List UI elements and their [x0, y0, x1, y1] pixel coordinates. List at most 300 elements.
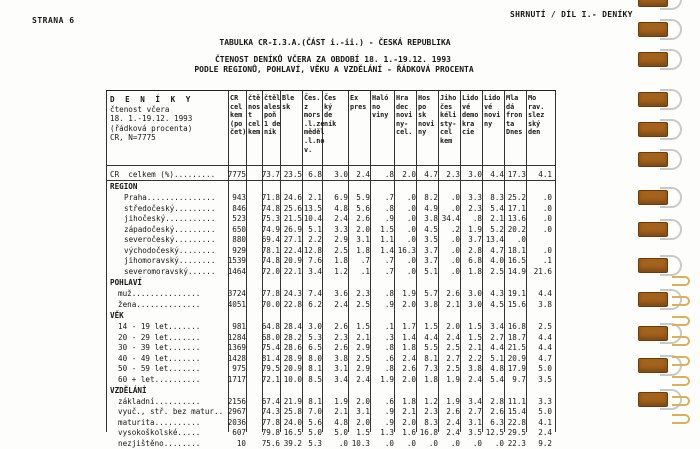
table-row — [106, 321, 556, 332]
table-cell: 6.2 — [308, 299, 322, 309]
table-cell: .6 — [384, 353, 394, 363]
table-cell: .0 — [450, 266, 460, 276]
table-cell: 24.3 — [283, 289, 302, 298]
table-cell: .0 — [450, 245, 460, 255]
table-cell: 4.9 — [424, 203, 438, 213]
table-row — [106, 299, 556, 310]
table-cell: 17.3 — [507, 170, 526, 179]
table-cell: 1.7 — [402, 322, 416, 331]
table-cell: 1.8 — [356, 245, 370, 255]
table-cell: 20.9 — [507, 353, 526, 363]
table-cell: 10.0 — [283, 374, 302, 384]
table-cell: 3.0 — [334, 170, 348, 179]
table-cell: 8.5 — [308, 374, 322, 384]
table-cell: 1.6 — [402, 428, 416, 437]
stub-header-line: 18. 1.-19.12. 1993 — [110, 114, 193, 124]
table-cell: 2.4 — [334, 214, 348, 223]
table-cell: 1.8 — [334, 256, 348, 265]
table-cell: 3724 — [227, 289, 246, 298]
table-row — [106, 438, 556, 449]
column-header: Jiho čes kéli sty- cel kem — [440, 94, 457, 145]
table-row — [106, 266, 556, 277]
table-cell: 1.5 — [356, 428, 370, 437]
table-cell: 2.9 — [334, 235, 348, 244]
table-cell: 3.7 — [424, 256, 438, 265]
column-header: čtě nos t cel kem — [248, 94, 261, 137]
column-header: Lido vé novi ny — [484, 94, 501, 128]
table-cell: 2.4 — [402, 353, 416, 363]
table-row — [106, 406, 556, 417]
table-cell: 4.5 — [490, 299, 504, 309]
table-cell: 2.1 — [356, 332, 370, 342]
table-cell: 5.1 — [308, 224, 322, 234]
table-cell: 2967 — [227, 407, 246, 416]
table-cell: .0 — [406, 256, 416, 265]
row-label: 20 - 29 let....... — [118, 332, 201, 342]
table-cell: .0 — [406, 224, 416, 234]
row-label: CR celkem (%)......... — [110, 170, 216, 179]
row-label: muž............... — [118, 289, 201, 298]
section-heading-row — [106, 310, 556, 321]
table-row — [106, 374, 556, 385]
table-cell: .7 — [360, 256, 370, 265]
table-cell: .9 — [384, 417, 394, 427]
binding-coil — [672, 376, 690, 386]
table-cell: 1.5 — [356, 322, 370, 331]
table-cell: 16.5 — [507, 256, 526, 265]
table-cell: 75.3 — [261, 214, 280, 223]
table-cell: 1428 — [227, 353, 246, 363]
binding-ring — [638, 258, 686, 273]
table-cell: 3.8 — [424, 214, 438, 223]
table-cell: 975 — [232, 364, 246, 373]
table-cell: 4.4 — [538, 289, 552, 298]
table-cell: 2.6 — [334, 343, 348, 352]
table-cell: 1.9 — [468, 224, 482, 234]
table-cell: 2.5 — [538, 322, 552, 331]
table-cell: 28.4 — [283, 322, 302, 331]
table-cell: .0 — [450, 256, 460, 265]
table-subtitle-period: ČTENOST DENÍKŮ VČERA ZA OBDOBÍ 18. 1.-19.12. 1993 — [214, 55, 451, 64]
column-header: Lido vé demo kra cie — [462, 94, 479, 137]
table-cell: 2.7 — [468, 407, 482, 416]
row-label: vysokoškolské..... — [118, 428, 201, 437]
table-cell: 6.3 — [490, 417, 504, 427]
row-label: jihočeský........... — [124, 214, 216, 223]
table-cell: 4.0 — [490, 256, 504, 265]
table-cell: 22.8 — [507, 417, 526, 427]
table-cell: 16.5 — [283, 428, 302, 437]
table-cell: 2.7 — [446, 353, 460, 363]
table-row — [106, 224, 556, 235]
table-row — [106, 342, 556, 353]
table-cell: .0 — [406, 235, 416, 244]
table-cell: 74.8 — [261, 203, 280, 213]
table-cell: 2.9 — [356, 343, 370, 352]
table-cell: 2156 — [227, 396, 246, 406]
table-row — [106, 288, 556, 299]
table-cell: 79.5 — [261, 364, 280, 373]
table-cell: 2.2 — [468, 353, 482, 363]
table-cell: 3.5 — [424, 235, 438, 244]
table-cell: 2036 — [227, 417, 246, 427]
binding-wire — [660, 187, 682, 208]
table-cell: 5.3 — [308, 438, 322, 448]
binding-coil — [672, 356, 690, 366]
table-cell: 2.0 — [402, 299, 416, 309]
binding-wire — [660, 119, 682, 140]
table-cell: 2.1 — [308, 193, 322, 202]
table-cell: 7.4 — [308, 289, 322, 298]
table-cell: .8 — [384, 203, 394, 213]
table-cell: 2.9 — [356, 364, 370, 373]
table-cell: .1 — [384, 322, 394, 331]
table-cell: .0 — [384, 438, 394, 448]
table-cell: 3.7 — [468, 235, 482, 244]
table-cell: 2.4 — [468, 374, 482, 384]
row-label: POHLAVÍ — [110, 278, 143, 287]
table-cell: 14.9 — [507, 266, 526, 276]
table-cell: 5.1 — [490, 353, 504, 363]
table-cell: 27.1 — [283, 235, 302, 244]
table-cell: 1.4 — [402, 332, 416, 342]
table-cell: 5.0 — [538, 364, 552, 373]
table-cell: 78.1 — [261, 245, 280, 255]
table-row — [106, 169, 556, 180]
table-cell: .0 — [450, 203, 460, 213]
table-cell: 4.8 — [334, 417, 348, 427]
column-header: Ex pres — [350, 94, 367, 111]
table-cell: 6.9 — [334, 193, 348, 202]
table-cell: 929 — [232, 245, 246, 255]
section-heading-row — [106, 181, 556, 192]
table-cell: 74.9 — [261, 224, 280, 234]
table-cell: .0 — [450, 193, 460, 202]
table-cell: 2.4 — [334, 299, 348, 309]
table-cell: 5.3 — [308, 332, 322, 342]
table-cell: 72.1 — [261, 374, 280, 384]
table-cell: 71.8 — [261, 193, 280, 202]
table-cell: 24.6 — [283, 193, 302, 202]
table-cell: 68.0 — [261, 332, 280, 342]
table-cell: 20.9 — [283, 364, 302, 373]
table-cell: 1.8 — [424, 374, 438, 384]
table-cell: .7 — [384, 266, 394, 276]
table-cell: 77.8 — [261, 289, 280, 298]
table-cell: .8 — [384, 364, 394, 373]
table-row — [106, 213, 556, 224]
table-cell: .9 — [384, 214, 394, 223]
table-cell: 25.2 — [507, 193, 526, 202]
table-cell: .8 — [472, 214, 482, 223]
column-header: Čes ký de ník — [324, 94, 337, 128]
table-cell: 1.5 — [468, 332, 482, 342]
table-cell: 17.1 — [507, 203, 526, 213]
table-cell: 1369 — [227, 343, 246, 352]
stub-header-line: (řádková procenta) — [110, 123, 193, 133]
table-cell: 1.1 — [380, 235, 394, 244]
table-cell: 1.9 — [334, 396, 348, 406]
table-cell: 4.4 — [538, 332, 552, 342]
table-cell: 25.6 — [283, 203, 302, 213]
table-cell: 5.6 — [308, 417, 322, 427]
table-cell: .0 — [542, 224, 552, 234]
table-cell: 8.1 — [308, 364, 322, 373]
table-cell: .0 — [406, 266, 416, 276]
table-cell: 1.9 — [446, 374, 460, 384]
table-cell: .6 — [384, 396, 394, 406]
table-cell: 2.1 — [446, 299, 460, 309]
table-cell: 74.3 — [261, 407, 280, 416]
table-cell: 3.1 — [334, 364, 348, 373]
table-cell: 23.5 — [283, 170, 302, 179]
table-cell: 15.6 — [507, 299, 526, 309]
table-cell: 1.5 — [380, 224, 394, 234]
table-cell: 607 — [232, 428, 246, 437]
table-cell: 1.8 — [468, 266, 482, 276]
row-label: Praha............... — [124, 193, 216, 202]
table-cell: 13.5 — [303, 203, 322, 213]
binding-wire — [660, 49, 682, 70]
table-cell: .0 — [450, 235, 460, 244]
table-cell: 74.8 — [261, 256, 280, 265]
table-cell: .0 — [516, 235, 526, 244]
table-cell: 3.4 — [490, 322, 504, 331]
table-cell: 4.7 — [490, 245, 504, 255]
table-cell: 70.0 — [261, 299, 280, 309]
table-cell: 1.9 — [446, 396, 460, 406]
table-cell: 4.7 — [424, 170, 438, 179]
table-cell: 2.8 — [490, 396, 504, 406]
table-cell: 1284 — [227, 332, 246, 342]
table-cell: 5.7 — [424, 289, 438, 298]
table-cell: .0 — [406, 214, 416, 223]
table-cell: 24.0 — [283, 417, 302, 427]
table-cell: 13.6 — [507, 214, 526, 223]
table-cell: 3.8 — [424, 299, 438, 309]
binding-ring — [638, 122, 686, 137]
table-cell: 650 — [232, 224, 246, 234]
row-label: VĚK — [110, 311, 124, 320]
table-cell: 4.1 — [538, 170, 552, 179]
table-cell: 69.4 — [261, 235, 280, 244]
table-cell: .0 — [542, 203, 552, 213]
table-cell: 16.8 — [507, 322, 526, 331]
table-cell: 2.0 — [402, 170, 416, 179]
table-cell: .0 — [472, 438, 482, 448]
table-title: TABULKA CR-I.3.A.(ČÁST i.-ii.) - ČESKÁ REPUBLIKA — [219, 38, 451, 47]
row-label: základní.......... — [118, 396, 201, 406]
table-cell: 2.4 — [356, 170, 370, 179]
table-cell: 2.0 — [356, 396, 370, 406]
table-cell: 13.4 — [485, 235, 504, 244]
table-cell: 2.4 — [446, 428, 460, 437]
table-cell: 2.0 — [356, 224, 370, 234]
table-cell: 3.0 — [468, 299, 482, 309]
table-cell: 8.0 — [308, 353, 322, 363]
table-cell: 4.4 — [424, 332, 438, 342]
table-cell: 4.5 — [424, 224, 438, 234]
row-label: maturita.......... — [118, 417, 201, 427]
table-cell: 28.9 — [283, 353, 302, 363]
row-label: 30 - 39 let....... — [118, 343, 201, 352]
binding-ring — [638, 0, 686, 7]
table-cell: 7.0 — [308, 407, 322, 416]
column-header: Haló no viny — [372, 94, 389, 120]
table-row — [106, 245, 556, 256]
binding-wire — [660, 0, 682, 10]
table-cell: 5.5 — [424, 343, 438, 352]
table-cell: 2.7 — [490, 332, 504, 342]
table-cell: 72.0 — [261, 266, 280, 276]
table-cell: 5.6 — [356, 203, 370, 213]
table-cell: 4051 — [227, 299, 246, 309]
table-cell: 2.4 — [446, 417, 460, 427]
table-cell: 3.3 — [538, 396, 552, 406]
table-cell: 9.7 — [512, 374, 526, 384]
table-row — [106, 396, 556, 407]
binding-ring — [638, 22, 686, 37]
table-cell: 3.4 — [334, 374, 348, 384]
row-label: 14 - 19 let....... — [118, 322, 201, 331]
table-cell: 3.5 — [468, 428, 482, 437]
table-cell: 2.1 — [490, 214, 504, 223]
table-cell: 21.5 — [507, 343, 526, 352]
table-cell: 79.8 — [261, 428, 280, 437]
binding-wire — [660, 149, 682, 170]
row-label: severomoravský...... — [124, 266, 216, 276]
column-header: Hra dec novi ny- cel. — [396, 94, 413, 137]
table-cell: 3.3 — [468, 193, 482, 202]
table-cell: 12.5 — [485, 428, 504, 437]
table-cell: .0 — [494, 438, 504, 448]
table-cell: 3.8 — [334, 353, 348, 363]
table-cell: 2.1 — [334, 407, 348, 416]
table-cell: 9.2 — [538, 438, 552, 448]
table-cell: .2 — [450, 224, 460, 234]
row-label: severočeský......... — [124, 235, 216, 244]
row-label: 60 + let.......... — [118, 374, 201, 384]
binding-ring — [638, 152, 686, 167]
table-cell: 8.1 — [424, 353, 438, 363]
table-cell: 2.1 — [468, 343, 482, 352]
table-cell: 2.0 — [446, 322, 460, 331]
row-label: nezjištěno........ — [118, 438, 201, 448]
table-cell: 2.3 — [446, 170, 460, 179]
table-row — [106, 203, 556, 214]
table-cell: 18.1 — [507, 245, 526, 255]
table-cell: 2.5 — [446, 364, 460, 373]
table-cell: .7 — [384, 193, 394, 202]
table-cell: 11.1 — [507, 396, 526, 406]
table-cell: .0 — [542, 245, 552, 255]
readership-table — [106, 90, 556, 448]
table-cell: 21.5 — [283, 214, 302, 223]
table-cell: 5.9 — [356, 193, 370, 202]
table-cell: 22.8 — [283, 299, 302, 309]
table-cell: 10.4 — [303, 214, 322, 223]
stub-header-line: čtenost včera — [110, 104, 170, 114]
table-cell: 20.9 — [283, 256, 302, 265]
table-cell: 8.3 — [490, 193, 504, 202]
table-cell: 4.8 — [334, 203, 348, 213]
table-cell: 22.3 — [507, 438, 526, 448]
table-cell: 2.4 — [356, 374, 370, 384]
table-cell: 5.0 — [308, 428, 322, 437]
table-cell: 3.3 — [334, 224, 348, 234]
table-cell: 8.3 — [424, 417, 438, 427]
table-cell: 2.6 — [446, 407, 460, 416]
table-cell: 29.5 — [507, 428, 526, 437]
binding-coil — [672, 414, 690, 424]
table-cell: .8 — [384, 289, 394, 298]
table-cell: 6.8 — [308, 170, 322, 179]
table-cell: 2.4 — [538, 428, 552, 437]
table-cell: 2.4 — [446, 332, 460, 342]
binding-ring — [638, 92, 686, 107]
column-header: Mo rav. slez ský den — [528, 94, 545, 137]
stub-header-title: D E N Í K Y — [110, 95, 194, 104]
table-cell: 1.5 — [424, 322, 438, 331]
table-cell: 26.9 — [283, 224, 302, 234]
table-cell: 1.2 — [424, 396, 438, 406]
table-cell: 3.0 — [468, 170, 482, 179]
table-cell: 8.1 — [308, 396, 322, 406]
row-label: západočeský......... — [124, 224, 216, 234]
binding-coil — [672, 276, 690, 286]
column-header: Hos po sk novi ny — [418, 94, 435, 137]
table-cell: 2.1 — [402, 407, 416, 416]
binding-ring — [638, 52, 686, 67]
table-cell: 1.3 — [380, 428, 394, 437]
table-cell: 75.4 — [261, 343, 280, 352]
table-cell: 2.5 — [356, 299, 370, 309]
table-cell: 1.9 — [380, 374, 394, 384]
table-cell: 981 — [232, 322, 246, 331]
table-cell: .0 — [338, 438, 348, 448]
row-label: žena.............. — [118, 299, 201, 309]
table-cell: 5.4 — [490, 374, 504, 384]
table-cell: 21.9 — [283, 396, 302, 406]
table-cell: 7.6 — [308, 256, 322, 265]
table-cell: .8 — [384, 343, 394, 352]
binding-wire — [660, 255, 682, 276]
table-cell: 1.2 — [334, 266, 348, 276]
table-cell: 15.4 — [507, 407, 526, 416]
table-cell: 10 — [236, 438, 246, 448]
binding-coil — [672, 396, 690, 406]
table-cell: 1.8 — [402, 396, 416, 406]
table-cell: 2.5 — [490, 266, 504, 276]
table-cell: 16.3 — [397, 245, 416, 255]
binding-ring — [638, 222, 686, 237]
table-row — [106, 255, 556, 266]
table-row — [106, 417, 556, 428]
binding-wire — [660, 19, 682, 40]
table-cell: 2.0 — [402, 417, 416, 427]
table-cell: 5.4 — [490, 203, 504, 213]
table-cell: 1.8 — [402, 343, 416, 352]
table-cell: 3.7 — [424, 245, 438, 255]
table-cell: 3.4 — [468, 396, 482, 406]
column-header: čtěl ales poň 1 de ník — [264, 94, 281, 137]
table-cell: 523 — [232, 214, 246, 223]
table-cell: .7 — [384, 256, 394, 265]
stub-header — [110, 95, 193, 143]
table-cell: 1464 — [227, 266, 246, 276]
row-label: 50 - 59 let....... — [118, 364, 201, 373]
table-cell: 17.9 — [507, 364, 526, 373]
